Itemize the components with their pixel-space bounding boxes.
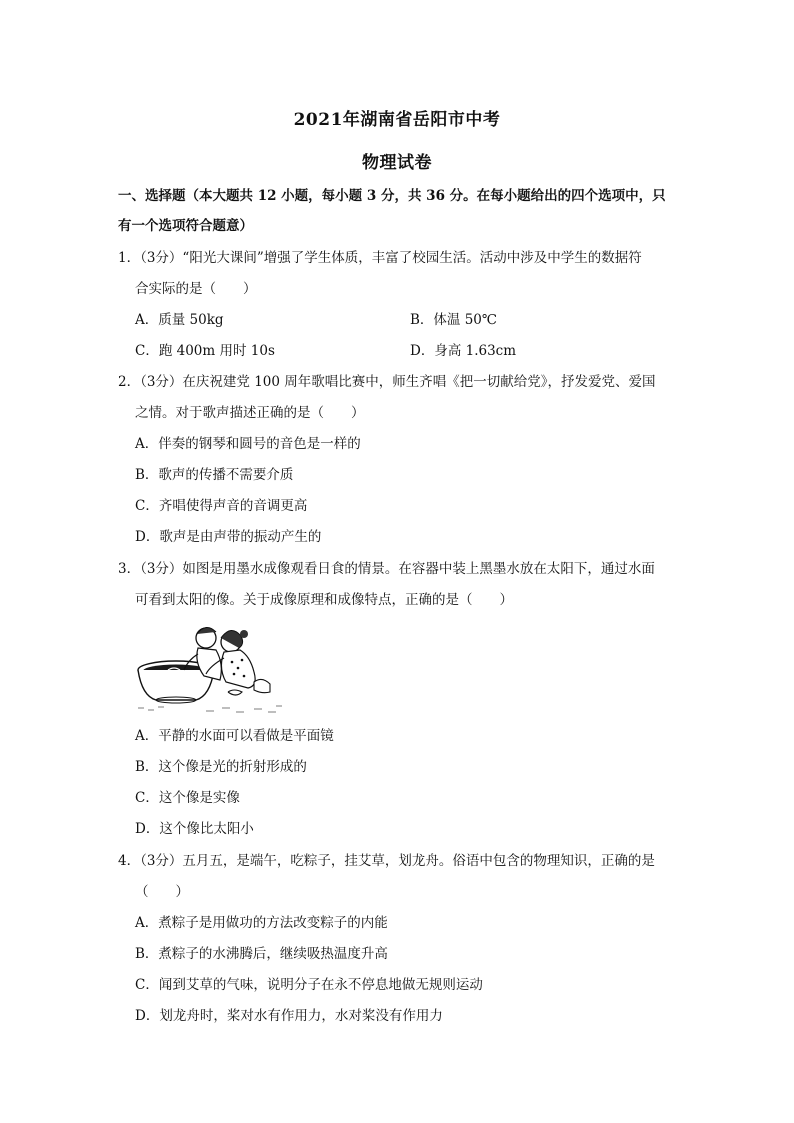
question-1-stem-line2: 合实际的是（ ） bbox=[135, 281, 257, 297]
question-3-option-a: A．平静的水面可以看做是平面镜 bbox=[135, 728, 334, 744]
question-3-option-d: D．这个像比太阳小 bbox=[135, 821, 254, 837]
exam-subtitle: 物理试卷 bbox=[362, 153, 432, 173]
question-2-option-a: A．伴奏的钢琴和圆号的音色是一样的 bbox=[135, 436, 361, 452]
question-2-option-c: C．齐唱使得声音的音调更高 bbox=[135, 498, 308, 514]
question-3-stem-line1: 3．（3分）如图是用墨水成像观看日食的情景。在容器中装上黑墨水放在太阳下，通过水面 bbox=[118, 561, 655, 577]
question-4-option-a: A．煮粽子是用做功的方法改变粽子的内能 bbox=[135, 915, 388, 931]
question-1-option-d: D．身高 1.63cm bbox=[410, 343, 517, 359]
question-2-stem-line1: 2．（3分）在庆祝建党 100 周年歌唱比赛中，师生齐唱《把一切献给党》，抒发爱党、爱国 bbox=[118, 374, 656, 390]
question-3-stem-line2: 可看到太阳的像。关于成像原理和成像特点，正确的是（ ） bbox=[135, 592, 513, 608]
question-3-option-c: C．这个像是实像 bbox=[135, 790, 240, 806]
question-4-stem-line2: （ ） bbox=[135, 884, 189, 900]
question-1-option-a: A．质量 50kg bbox=[135, 312, 224, 328]
exam-title: 2021年湖南省岳阳市中考 bbox=[293, 110, 501, 130]
question-2-option-d: D．歌声是由声带的振动产生的 bbox=[135, 529, 322, 545]
solar-eclipse-ink-basin-illustration bbox=[136, 618, 286, 718]
question-1-option-b: B．体温 50℃ bbox=[410, 312, 497, 328]
question-1-option-c: C．跑 400m 用时 10s bbox=[135, 343, 275, 359]
section-heading-line1: 一、选择题（本大题共 12 小题，每小题 3 分，共 36 分。在每小题给出的四个选项中，只 bbox=[118, 188, 666, 204]
question-2-stem-line2: 之情。对于歌声描述正确的是（ ） bbox=[135, 405, 365, 421]
question-4-stem-line1: 4．（3分）五月五，是端午，吃粽子，挂艾草，划龙舟。俗语中包含的物理知识，正确的是 bbox=[118, 853, 655, 869]
question-2-option-b: B．歌声的传播不需要介质 bbox=[135, 467, 294, 483]
section-heading-line2: 有一个选项符合题意） bbox=[118, 218, 253, 234]
question-4-option-b: B．煮粽子的水沸腾后，继续吸热温度升高 bbox=[135, 946, 388, 962]
question-4-option-d: D．划龙舟时，桨对水有作用力，水对桨没有作用力 bbox=[135, 1008, 443, 1024]
question-1-stem-line1: 1．（3分）“阳光大课间”增强了学生体质，丰富了校园生活。活动中涉及中学生的数据符 bbox=[118, 250, 642, 266]
question-3-option-b: B．这个像是光的折射形成的 bbox=[135, 759, 307, 775]
question-4-option-c: C．闻到艾草的气味，说明分子在永不停息地做无规则运动 bbox=[135, 977, 483, 993]
